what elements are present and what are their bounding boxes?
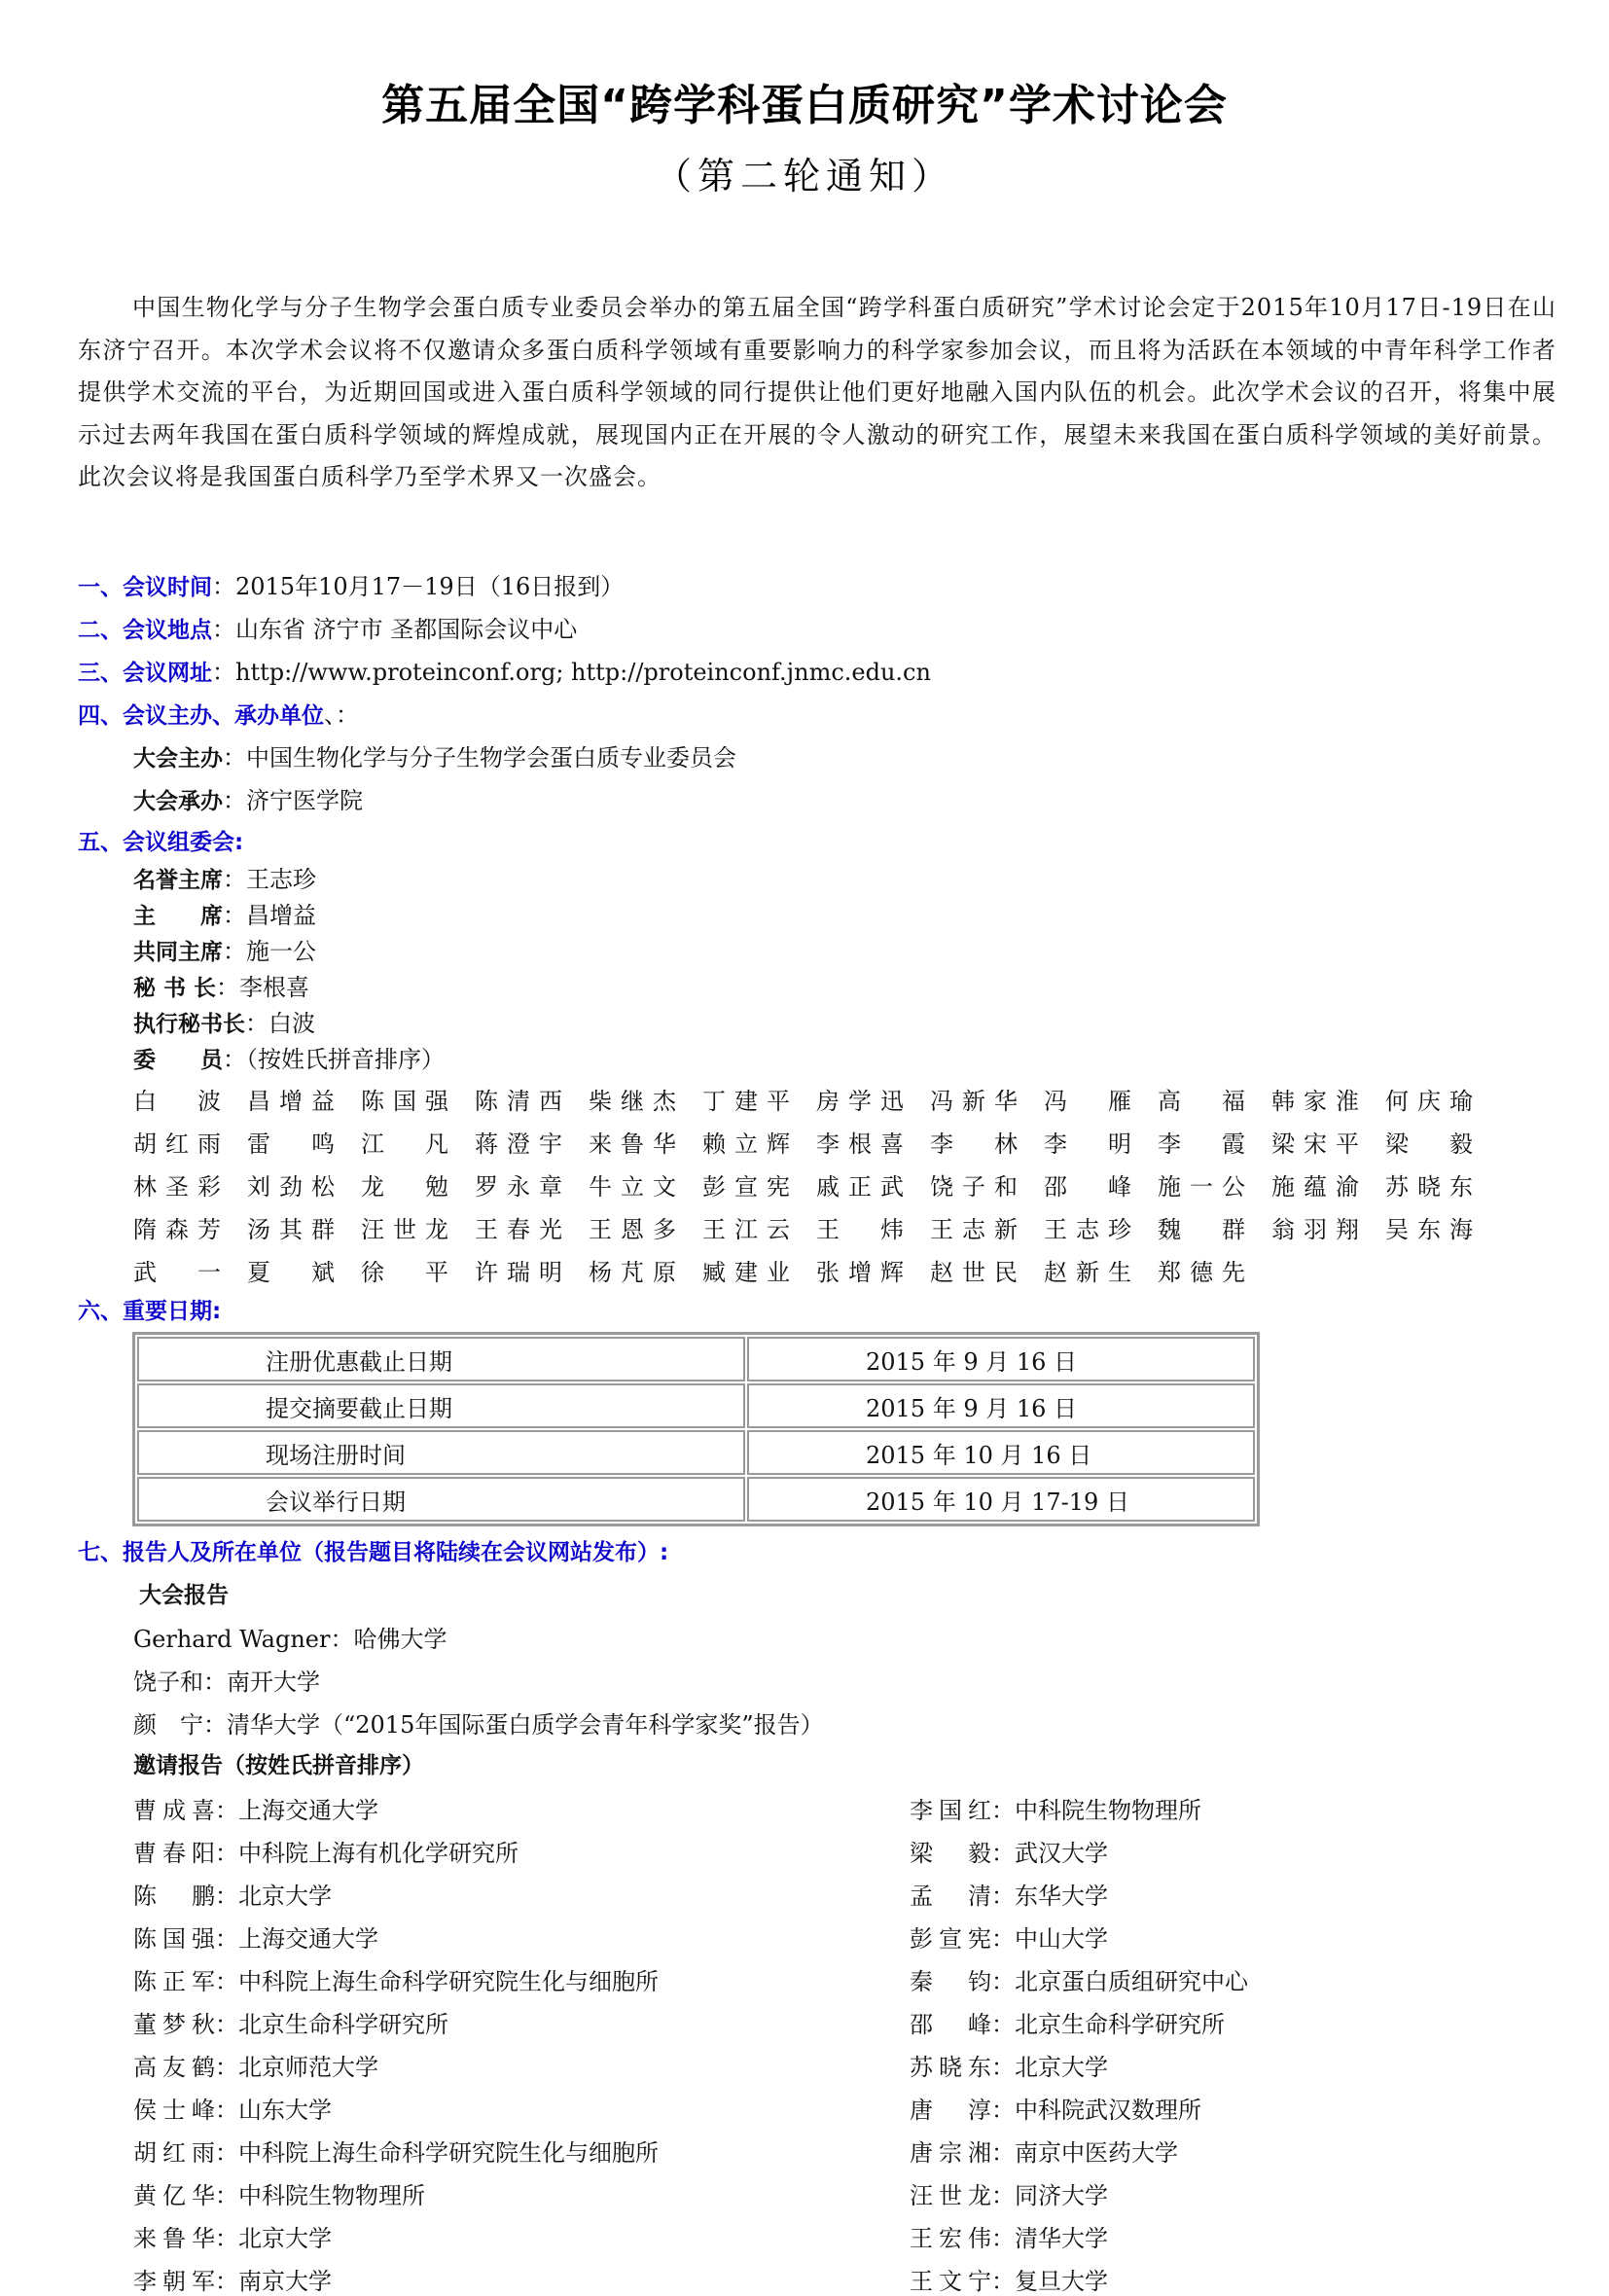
- committee-honorary-chair: [133, 860, 316, 894]
- speaker-name: 唐宗湘: [910, 2139, 991, 2167]
- speaker-name: 侯士峰: [133, 2097, 215, 2124]
- separator: ：: [991, 2268, 1015, 2295]
- separator: ：: [991, 1925, 1015, 1953]
- field-label: 委 员: [133, 1048, 223, 1073]
- invited-item: [133, 2048, 378, 2082]
- section-value: :: [212, 1299, 222, 1324]
- committee-member-name: 李 霞: [1158, 1130, 1245, 1158]
- speaker-unit: 上海交通大学: [238, 1925, 378, 1953]
- committee-member-name: 梁宋平: [1271, 1130, 1359, 1158]
- committee-member-name: 翁羽翔: [1271, 1216, 1359, 1243]
- speaker-name: 曹春阳: [133, 1840, 215, 1867]
- field-value: ：李根喜: [216, 974, 310, 1001]
- separator: ：: [991, 1883, 1015, 1910]
- field-value: ：王志珍: [223, 866, 316, 893]
- committee-member-name: 何庆瑜: [1385, 1088, 1473, 1115]
- committee-member-name: 许瑞明: [475, 1259, 562, 1286]
- speaker-unit: 东华大学: [1015, 1883, 1108, 1910]
- speaker-name: 曹成喜: [133, 1797, 215, 1824]
- committee-member-name: 吴东海: [1385, 1216, 1473, 1243]
- committee-member-row: [133, 1082, 1554, 1121]
- committee-member-row: [133, 1210, 1554, 1249]
- separator: ：: [215, 1968, 238, 1995]
- speaker-name: 唐 淳: [910, 2097, 991, 2124]
- field-label: 执行秘书长: [133, 1012, 245, 1037]
- date-row: [137, 1337, 1255, 1381]
- field-value: ：（按姓氏拼音排序）: [223, 1046, 445, 1073]
- section-value: ：2015年10月17－19日（16日报到）: [212, 573, 625, 600]
- speaker-unit: 复旦大学: [1015, 2268, 1108, 2295]
- committee-member-name: 冯新华: [930, 1088, 1018, 1115]
- speaker-unit: 山东大学: [238, 2097, 332, 2124]
- committee-member-name: 戚正武: [816, 1173, 904, 1201]
- separator: ：: [991, 2054, 1015, 2081]
- field-value: ：中国生物化学与分子生物学会蛋白质专业委员会: [223, 744, 736, 771]
- committee-member-row: [133, 1253, 1554, 1292]
- speaker-name: 胡红雨: [133, 2139, 215, 2167]
- section-speakers: [78, 1534, 668, 1566]
- committee-member-name: 韩家淮: [1271, 1088, 1359, 1115]
- section-value: ：山东省 济宁市 圣都国际会议中心: [212, 616, 578, 643]
- speaker-name: 汪世龙: [910, 2182, 991, 2209]
- speaker-name: 秦 钧: [910, 1968, 991, 1995]
- committee-member-name: 李 林: [930, 1130, 1018, 1158]
- invited-item: [133, 1962, 659, 1996]
- speaker-name: 李国红: [910, 1797, 991, 1824]
- speaker-unit: 北京生命科学研究所: [1015, 2011, 1225, 2038]
- committee-member-name: 王江云: [702, 1216, 790, 1243]
- speaker-unit: 北京蛋白质组研究中心: [1015, 1968, 1248, 1995]
- committee-member-name: 魏 群: [1158, 1216, 1245, 1243]
- date-row: [137, 1430, 1255, 1475]
- invited-item: [133, 1791, 378, 1825]
- speaker-unit: 同济大学: [1015, 2182, 1108, 2209]
- committee-member-row: [133, 1167, 1554, 1206]
- separator: ：: [991, 2139, 1015, 2167]
- date-value: 2015 年 10 月 16 日: [747, 1430, 1255, 1475]
- field-value: ：白波: [245, 1010, 315, 1037]
- invited-label: 邀请报告（按姓氏拼音排序）: [133, 1753, 424, 1778]
- speaker-unit: 中科院上海生命科学研究院生化与细胞所: [238, 1968, 659, 1995]
- committee-member-name: 王 炜: [816, 1216, 904, 1243]
- separator: ：: [215, 1840, 238, 1867]
- committee-member-name: 牛立文: [589, 1173, 676, 1201]
- speaker-unit: 南开大学: [227, 1668, 320, 1696]
- speaker-name: 来鲁华: [133, 2225, 215, 2252]
- invited-item: [133, 1877, 332, 1911]
- committee-member-name: 王志新: [930, 1216, 1018, 1243]
- organizer-host: [133, 738, 736, 772]
- speaker-unit: 中科院生物物理所: [1015, 1797, 1201, 1824]
- separator: ：: [991, 2097, 1015, 2124]
- separator: ：: [215, 2182, 238, 2209]
- date-row: [137, 1477, 1255, 1522]
- committee-member-name: 施一公: [1158, 1173, 1245, 1201]
- speaker-name: 黄亿华: [133, 2182, 215, 2209]
- committee-member-name: 来鲁华: [589, 1130, 676, 1158]
- separator: ：: [215, 2054, 238, 2081]
- committee-member-name: 隋森芳: [133, 1216, 221, 1243]
- section-heading: 七、报告人及所在单位（报告题目将陆续在会议网站发布）: [78, 1540, 660, 1565]
- committee-member-name: 王春光: [475, 1216, 562, 1243]
- plenary-item: [133, 1663, 320, 1697]
- speaker-unit: 南京大学: [238, 2268, 332, 2295]
- date-value: 2015 年 9 月 16 日: [747, 1383, 1255, 1428]
- speaker-unit: 上海交通大学: [238, 1797, 378, 1824]
- speaker-name: 邵 峰: [910, 2011, 991, 2038]
- committee-member-name: 李根喜: [816, 1130, 904, 1158]
- committee-member-name: 饶子和: [930, 1173, 1018, 1201]
- speaker-name: 高友鹤: [133, 2054, 215, 2081]
- page-subtitle: （第二轮通知）: [654, 155, 954, 197]
- section-website: [78, 653, 931, 687]
- invited-item: [133, 1834, 518, 1868]
- section-committee: [78, 824, 243, 856]
- field-label: 共同主席: [133, 940, 223, 965]
- committee-chair: [133, 896, 316, 930]
- invited-item: [910, 2134, 1178, 2168]
- section-heading: 一、会议时间: [78, 575, 212, 600]
- invited-item: [910, 1919, 1108, 1954]
- committee-member-name: 柴继杰: [589, 1088, 676, 1115]
- separator: ：: [215, 1797, 238, 1824]
- committee-member-name: 罗永章: [475, 1173, 562, 1201]
- date-value: 2015 年 9 月 16 日: [747, 1337, 1255, 1381]
- separator: ：: [991, 2011, 1015, 2038]
- speaker-unit: 中科院武汉数理所: [1015, 2097, 1201, 2124]
- invited-item: [910, 2176, 1108, 2210]
- separator: ：: [991, 1968, 1015, 1995]
- committee-member-name: 龙 勉: [361, 1173, 448, 1201]
- separator: ：: [203, 1711, 227, 1739]
- important-dates-table: [132, 1332, 1260, 1526]
- invited-item: [910, 2262, 1108, 2296]
- invited-item: [910, 1791, 1201, 1825]
- speaker-name: 饶子和: [133, 1668, 203, 1696]
- separator: ：: [215, 2011, 238, 2038]
- speaker-unit: 北京大学: [1015, 2054, 1108, 2081]
- section-value: :: [660, 1540, 669, 1565]
- committee-member-name: 李 明: [1044, 1130, 1131, 1158]
- committee-member-name: 彭宣宪: [702, 1173, 790, 1201]
- invited-item: [133, 1919, 378, 1954]
- speaker-unit: 中科院上海生命科学研究院生化与细胞所: [238, 2139, 659, 2167]
- speaker-name: Gerhard Wagner: [133, 1626, 331, 1653]
- speaker-unit: 中科院上海有机化学研究所: [238, 1840, 518, 1867]
- speaker-unit: 北京大学: [238, 2225, 332, 2252]
- speaker-name: 陈 鹏: [133, 1883, 215, 1910]
- invited-heading: [133, 1747, 424, 1779]
- committee-member-name: 赖立辉: [702, 1130, 790, 1158]
- committee-member-name: 赵新生: [1044, 1259, 1131, 1286]
- section-value: ：http://www.proteinconf.org; http://proteinconf.jnmc.edu.cn: [212, 659, 931, 686]
- separator: ：: [215, 2097, 238, 2124]
- committee-member-name: 白 波: [133, 1088, 221, 1115]
- field-value: ：施一公: [223, 938, 316, 965]
- committee-member-name: 夏 斌: [247, 1259, 335, 1286]
- committee-member-name: 冯 雁: [1044, 1088, 1131, 1115]
- section-location: [78, 610, 577, 644]
- date-row: [137, 1383, 1255, 1428]
- speaker-name: 陈国强: [133, 1925, 215, 1953]
- committee-member-name: 丁建平: [702, 1088, 790, 1115]
- speaker-unit: 南京中医药大学: [1015, 2139, 1178, 2167]
- invited-item: [910, 1962, 1248, 1996]
- committee-member-name: 房学迅: [816, 1088, 904, 1115]
- invited-item: [910, 2048, 1108, 2082]
- invited-item: [910, 2219, 1108, 2253]
- committee-executive-secretary: [133, 1004, 315, 1038]
- section-value: :: [234, 830, 244, 855]
- plenary-heading: [139, 1577, 229, 1609]
- separator: ：: [991, 1797, 1015, 1824]
- section-heading: 六、重要日期: [78, 1299, 212, 1324]
- invited-item: [133, 2262, 332, 2296]
- section-organizers: [78, 696, 359, 730]
- separator: ：: [203, 1668, 227, 1696]
- plenary-item: [133, 1705, 824, 1740]
- speaker-unit: 清华大学: [1015, 2225, 1108, 2252]
- committee-member-name: 赵世民: [930, 1259, 1018, 1286]
- separator: ：: [215, 2225, 238, 2252]
- separator: ：: [215, 2139, 238, 2167]
- speaker-name: 王宏伟: [910, 2225, 991, 2252]
- speaker-name: 李朝军: [133, 2268, 215, 2295]
- committee-secretary-general: [133, 968, 309, 1002]
- speaker-unit: 清华大学（“2015年国际蛋白质学会青年科学家奖”报告）: [227, 1711, 824, 1739]
- invited-item: [910, 1877, 1108, 1911]
- speaker-name: 梁 毅: [910, 1840, 991, 1867]
- invited-item: [133, 2091, 332, 2125]
- invited-item: [133, 2005, 448, 2039]
- separator: ：: [991, 2182, 1015, 2209]
- speaker-unit: 北京师范大学: [238, 2054, 378, 2081]
- section-heading: 二、会议地点: [78, 618, 212, 643]
- section-heading: 四、会议主办、承办单位: [78, 703, 324, 729]
- speaker-name: 陈正军: [133, 1968, 215, 1995]
- section-important-dates: [78, 1293, 221, 1325]
- committee-member-name: 施蕴渝: [1271, 1173, 1359, 1201]
- speaker-unit: 中山大学: [1015, 1925, 1108, 1953]
- date-item: 现场注册时间: [137, 1430, 745, 1475]
- separator: ：: [991, 2225, 1015, 2252]
- speaker-unit: 哈佛大学: [353, 1626, 447, 1653]
- committee-member-name: 雷 鸣: [247, 1130, 335, 1158]
- committee-member-name: 汪世龙: [361, 1216, 448, 1243]
- separator: ：: [330, 1626, 354, 1653]
- committee-member-name: 武 一: [133, 1259, 221, 1286]
- committee-member-name: 徐 平: [361, 1259, 448, 1286]
- field-label: 名誉主席: [133, 868, 223, 893]
- date-value: 2015 年 10 月 17-19 日: [747, 1477, 1255, 1522]
- date-item: 会议举行日期: [137, 1477, 745, 1522]
- committee-member-name: 郑德先: [1158, 1259, 1245, 1286]
- field-label: 大会主办: [133, 746, 223, 771]
- committee-member-name: 王恩多: [589, 1216, 676, 1243]
- invited-item: [910, 2005, 1225, 2039]
- field-label: 秘 书 长: [133, 976, 217, 1001]
- plenary-item: [133, 1620, 447, 1654]
- committee-member-name: 梁 毅: [1385, 1130, 1473, 1158]
- committee-member-name: 胡红雨: [133, 1130, 221, 1158]
- speaker-unit: 中科院生物物理所: [238, 2182, 425, 2209]
- field-label: 主 席: [133, 904, 223, 929]
- field-value: ：济宁医学院: [223, 787, 363, 814]
- field-label: 大会承办: [133, 789, 223, 814]
- speaker-name: 彭宣宪: [910, 1925, 991, 1953]
- separator: ：: [215, 1883, 238, 1910]
- section-heading: 三、会议网址: [78, 661, 212, 686]
- section-heading: 五、会议组委会: [78, 830, 234, 855]
- invited-item: [133, 2219, 332, 2253]
- field-value: ：昌增益: [223, 902, 316, 929]
- speaker-unit: 武汉大学: [1015, 1840, 1108, 1867]
- speaker-unit: 北京生命科学研究所: [238, 2011, 448, 2038]
- invited-item: [910, 2091, 1201, 2125]
- date-item: 提交摘要截止日期: [137, 1383, 745, 1428]
- committee-member-row: [133, 1125, 1554, 1164]
- separator: ：: [215, 1925, 238, 1953]
- speaker-name: 颜 宁: [133, 1711, 203, 1739]
- committee-member-name: 苏晓东: [1385, 1173, 1473, 1201]
- committee-member-name: 江 凡: [361, 1130, 448, 1158]
- committee-member-name: 昌增益: [247, 1088, 335, 1115]
- committee-co-chair: [133, 932, 316, 966]
- invited-item: [133, 2134, 659, 2168]
- section-time: [78, 567, 624, 601]
- speaker-name: 孟 清: [910, 1883, 991, 1910]
- separator: ：: [215, 2268, 238, 2295]
- speaker-name: 苏晓东: [910, 2054, 991, 2081]
- committee-member-name: 蒋澄宇: [475, 1130, 562, 1158]
- plenary-label: 大会报告: [139, 1583, 229, 1608]
- section-value: 、：: [324, 701, 359, 729]
- committee-member-name: 臧建业: [702, 1259, 790, 1286]
- date-item: 注册优惠截止日期: [137, 1337, 745, 1381]
- committee-member-name: 杨芃原: [589, 1259, 676, 1286]
- speaker-name: 董梦秋: [133, 2011, 215, 2038]
- page-title: 第五届全国“跨学科蛋白质研究”学术讨论会: [381, 81, 1228, 130]
- committee-member-name: 林圣彩: [133, 1173, 221, 1201]
- separator: ：: [991, 1840, 1015, 1867]
- speaker-name: 王文宁: [910, 2268, 991, 2295]
- committee-members-heading: [133, 1040, 445, 1074]
- committee-member-name: 刘劲松: [247, 1173, 335, 1201]
- committee-member-name: 陈清西: [475, 1088, 562, 1115]
- committee-member-name: 王志珍: [1044, 1216, 1131, 1243]
- invited-item: [910, 1834, 1108, 1868]
- invited-item: [133, 2176, 425, 2210]
- committee-member-name: 高 福: [1158, 1088, 1245, 1115]
- intro-paragraph: 中国生物化学与分子生物学会蛋白质专业委员会举办的第五届全国“跨学科蛋白质研究”学术讨论会定于2015年10月17日-19日在山东济宁召开。本次学术会议将不仅邀请众多蛋白质科学领域有重要影响力的科学家参加会议，而且将为活跃在本领域的中青年科学工作者提供学术交流的平台，为近期回国或进入蛋白质科学领域的同行提供让他们更好地融入国内队伍的机会。此次学术会议的召开，将集中展示过去两年我国在蛋白质科学领域的辉煌成就，展现国内正在开展的令人激动的研究工作，展望未来我国在蛋白质科学领域的美好前景。此次会议将是我国蛋白质科学乃至学术界又一次盛会。: [78, 294, 1556, 491]
- committee-member-name: 汤其群: [247, 1216, 335, 1243]
- committee-member-name: 邵 峰: [1044, 1173, 1131, 1201]
- committee-member-name: 陈国强: [361, 1088, 448, 1115]
- speaker-unit: 北京大学: [238, 1883, 332, 1910]
- committee-member-name: 张增辉: [816, 1259, 904, 1286]
- organizer-undertaker: [133, 781, 363, 815]
